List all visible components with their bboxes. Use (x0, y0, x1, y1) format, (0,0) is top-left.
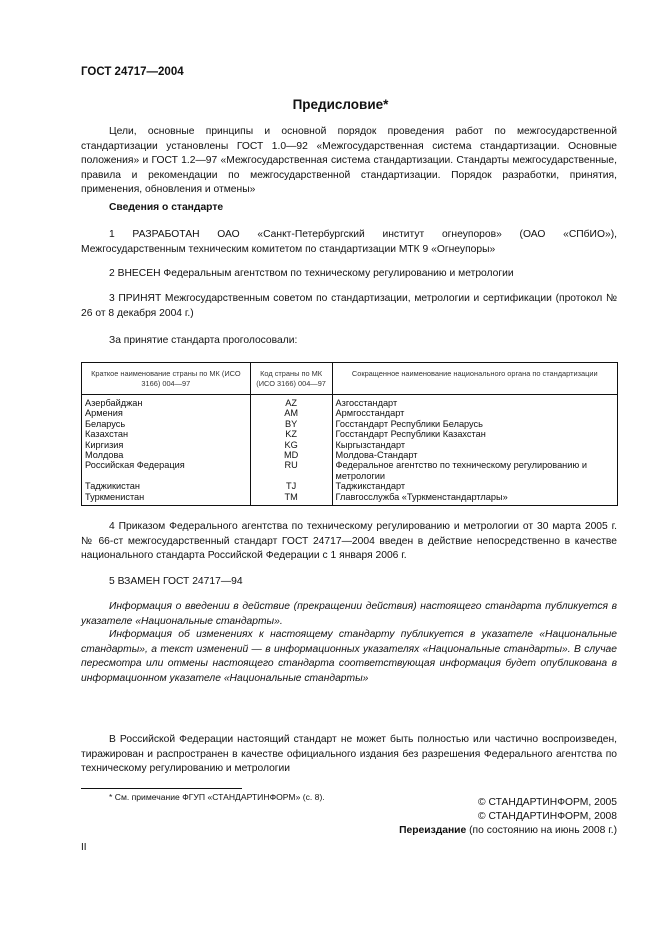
notice-intro-info: Информация о введении в действие (прекращении действия) настоящего стандарта публикуется в указателе «Национальные стандарты». (81, 601, 617, 627)
cell-code: RU (250, 460, 332, 481)
cell-code: KZ (250, 429, 332, 439)
rights-paragraph: В Российской Федерации настоящий стандарт не может быть полностью или частично воспроизведен, тиражирован и распространен в качестве официального издания без разрешения Федерального агентства по техническому регулированию и метрологии (81, 734, 617, 774)
reissue-line (399, 825, 617, 836)
members-table (81, 362, 618, 506)
standard-id: ГОСТ 24717—2004 (81, 66, 184, 78)
item-replaces: 5 ВЗАМЕН ГОСТ 24717—94 (109, 576, 243, 587)
table-row (82, 450, 618, 460)
cell-body: Главгосслужба «Туркменстандартлары» (332, 492, 617, 506)
footnote-divider (81, 788, 242, 789)
page-number: II (81, 842, 87, 853)
table-row (82, 419, 618, 429)
cell-body: Молдова-Стандарт (332, 450, 617, 460)
item-order: 4 Приказом Федерального агентства по техническому регулированию и метрологии от 30 марта 2005 г. № 66-ст межгосударственный стандарт ГОСТ 24717—2004 введен в действие непосредственно в качестве национального стандарта Российской Федерации с 1 января 2006 г. (81, 521, 617, 561)
cell-country: Киргизия (82, 440, 251, 450)
table-row (82, 492, 618, 506)
footnote: * См. примечание ФГУП «СТАНДАРТИНФОРМ» (с. 8). (109, 792, 325, 802)
header-body: Сокращенное наименование национального органа по стандартизации (332, 363, 617, 395)
copyright-2005: © СТАНДАРТИНФОРМ, 2005 (478, 797, 617, 808)
page-title (0, 97, 661, 112)
header-code: Код страны по МК (ИСО 3166) 004—97 (250, 363, 332, 395)
cell-country: Молдова (82, 450, 251, 460)
cell-country: Казахстан (82, 429, 251, 439)
table-header-row (82, 363, 618, 395)
cell-code: TJ (250, 481, 332, 491)
cell-country: Беларусь (82, 419, 251, 429)
title-text: Предисловие (292, 97, 384, 112)
copyright-2008: © СТАНДАРТИНФОРМ, 2008 (478, 811, 617, 822)
table-row (82, 460, 618, 481)
table-row (82, 429, 618, 439)
cell-code: TM (250, 492, 332, 506)
intro-paragraph: Цели, основные принципы и основной порядок проведения работ по межгосударственной стандартизации установлены ГОСТ 1.0—92 «Межгосударственная система стандартизации. Основные положения» и ГОСТ 1.2—97 «Межгосударственная система стандартизации. Стандарты межгосударственные, правила и рекомендации по межгосударственной стандартизации. Порядок разработки, принятия, применения, обновления и отмены» (81, 126, 617, 195)
cell-body: Таджикстандарт (332, 481, 617, 491)
cell-body: Госстандарт Республики Беларусь (332, 419, 617, 429)
cell-country: Таджикистан (82, 481, 251, 491)
cell-country: Армения (82, 408, 251, 418)
cell-country: Российская Федерация (82, 460, 251, 481)
cell-code: KG (250, 440, 332, 450)
cell-code: AM (250, 408, 332, 418)
table-row (82, 395, 618, 409)
item-developed: 1 РАЗРАБОТАН ОАО «Санкт-Петербургский институт огнеупоров» (ОАО «СПбИО»), Межгосударственным техническим комитетом по стандартизации МТК 9 «Огнеупоры» (81, 229, 617, 255)
cell-code: MD (250, 450, 332, 460)
cell-body: Кыргызстандарт (332, 440, 617, 450)
table-row (82, 440, 618, 450)
cell-body: Азгосстандарт (332, 395, 617, 409)
cell-body: Армгосстандарт (332, 408, 617, 418)
title-footnote-mark: * (383, 97, 389, 112)
reissue-note: (по состоянию на июнь 2008 г.) (469, 825, 617, 836)
header-country: Краткое наименование страны по МК (ИСО 3166) 004—97 (82, 363, 251, 395)
info-heading: Сведения о стандарте (109, 202, 224, 213)
cell-country: Азербайджан (82, 395, 251, 409)
voted-label: За принятие стандарта проголосовали: (109, 335, 298, 346)
item-adopted: 3 ПРИНЯТ Межгосударственным советом по стандартизации, метрологии и сертификации (протокол № 26 от 8 декабря 2004 г.) (81, 293, 617, 319)
cell-country: Туркменистан (82, 492, 251, 506)
reissue-label: Переиздание (399, 825, 467, 836)
item-introduced: 2 ВНЕСЕН Федеральным агентством по техническому регулированию и метрологии (109, 268, 514, 279)
table-row (82, 481, 618, 491)
cell-code: AZ (250, 395, 332, 409)
cell-code: BY (250, 419, 332, 429)
cell-body: Госстандарт Республики Казахстан (332, 429, 617, 439)
table-row (82, 408, 618, 418)
notice-changes-info: Информация об изменениях к настоящему стандарту публикуется в указателе «Национальные стандарты», а текст изменений — в информационных указателях «Национальные стандарты». В случае пересмотра или отмены настоящего стандарта соответствующая информация будет опубликована в информационном указателе «Национальные стандарты» (81, 629, 617, 684)
cell-body: Федеральное агентство по техническому регулированию и метрологии (332, 460, 617, 481)
